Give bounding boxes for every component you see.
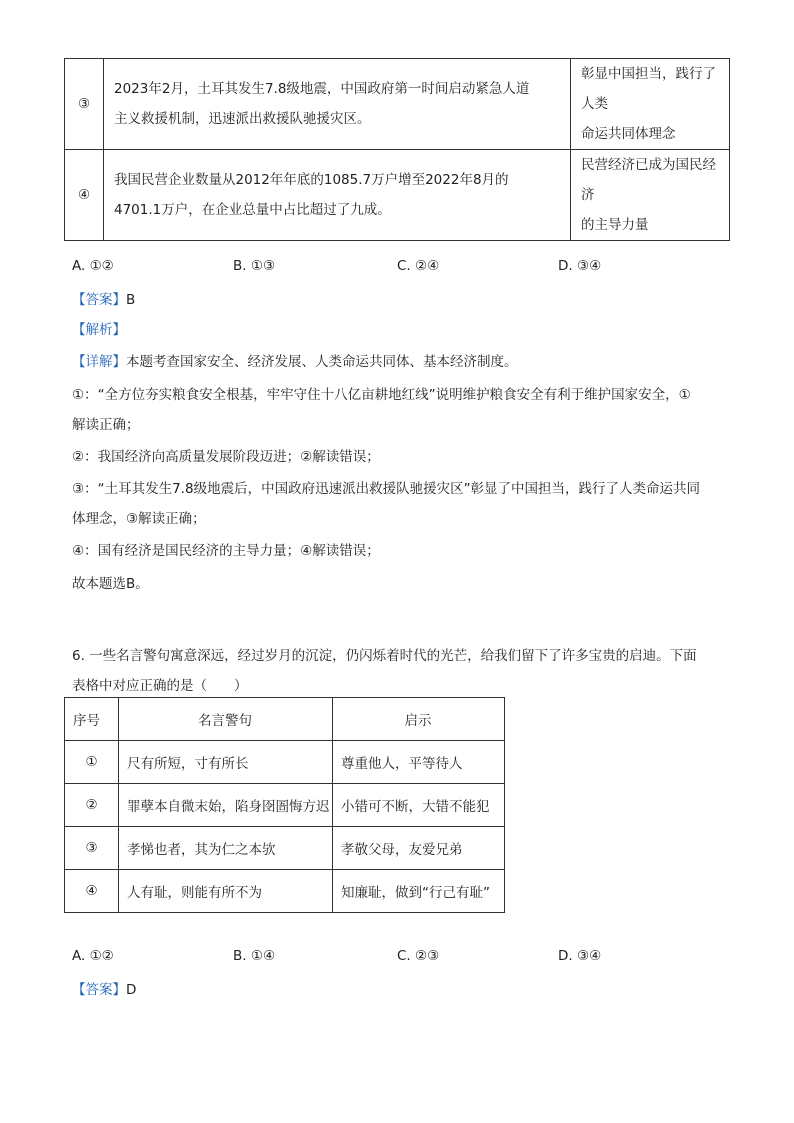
q6-stem-line: 6. 一些名言警句寓意深远，经过岁月的沉淀，仍闪烁着时代的光芒，给我们留下了许多宝贵的启迪。下面 [72,648,697,664]
header-number: 序号 [65,698,119,741]
reading-cell: 彰显中国担当，践行了人类 命运共同体理念 [571,59,730,150]
analysis-line: ①：“全方位夯实粮食安全根基，牢牢守住十八亿亩耕地红线”说明维护粮食安全有利于维护国家安全，① [72,387,691,403]
option-c: C. ②④ [397,258,440,274]
table-row [65,59,730,150]
q5-detail: 【详解】本题考查国家安全、经济发展、人类命运共同体、基本经济制度。 [72,354,518,370]
table-row: ③ 孝悌也者，其为仁之本欤 孝敬父母，友爱兄弟 [65,827,505,870]
analysis-line: 解读正确； [72,417,140,433]
event-cell: 2023年2月，土耳其发生7.8级地震，中国政府第一时间启动紧急人道 主义救援机制，迅速派出救援队驰援灾区。 [104,59,571,150]
table-row: ② 罪孽本自微末始，陷身囹圄悔方迟 小错可不断，大错不能犯 [65,784,505,827]
option-d: D. ③④ [558,258,602,274]
table-row: ① 尺有所短，寸有所长 尊重他人，平等待人 [65,741,505,784]
analysis-line: ③：“土耳其发生7.8级地震后，中国政府迅速派出救援队驰援灾区”彰显了中国担当，践行了人类命运共同 [72,481,701,497]
q6-stem-line: 表格中对应正确的是（ ） [72,678,248,694]
analysis-line: ②：我国经济向高质量发展阶段迈进；②解读错误； [72,449,380,465]
analysis-line: 故本题选B。 [72,576,149,592]
q5-analysis-heading: 【解析】 [72,322,126,338]
option-d: D. ③④ [558,948,602,964]
row-number: ③ [65,59,104,150]
header-insight: 启示 [333,698,505,741]
q6-answer: 【答案】D [72,982,137,998]
option-c: C. ②③ [397,948,440,964]
table-row [65,150,730,241]
q5-material-table [64,58,730,241]
event-cell: 我国民营企业数量从2012年年底的1085.7万户增至2022年8月的 4701.1万户，在企业总量中占比超过了九成。 [104,150,571,241]
analysis-line: 体理念，③解读正确； [72,511,206,527]
option-a: A. ①② [72,948,114,964]
option-b: B. ①③ [233,258,276,274]
table-row: ④ 人有耻，则能有所不为 知廉耻，做到“行己有耻” [65,870,505,913]
option-b: B. ①④ [233,948,276,964]
row-number: ④ [65,150,104,241]
q5-answer: 【答案】B [72,292,136,308]
analysis-line: ④：国有经济是国民经济的主导力量；④解读错误； [72,543,380,559]
reading-cell: 民营经济已成为国民经济 的主导力量 [571,150,730,241]
option-a: A. ①② [72,258,114,274]
header-quote: 名言警句 [119,698,333,741]
table-header-row [65,698,505,741]
q6-quote-table [64,697,505,913]
